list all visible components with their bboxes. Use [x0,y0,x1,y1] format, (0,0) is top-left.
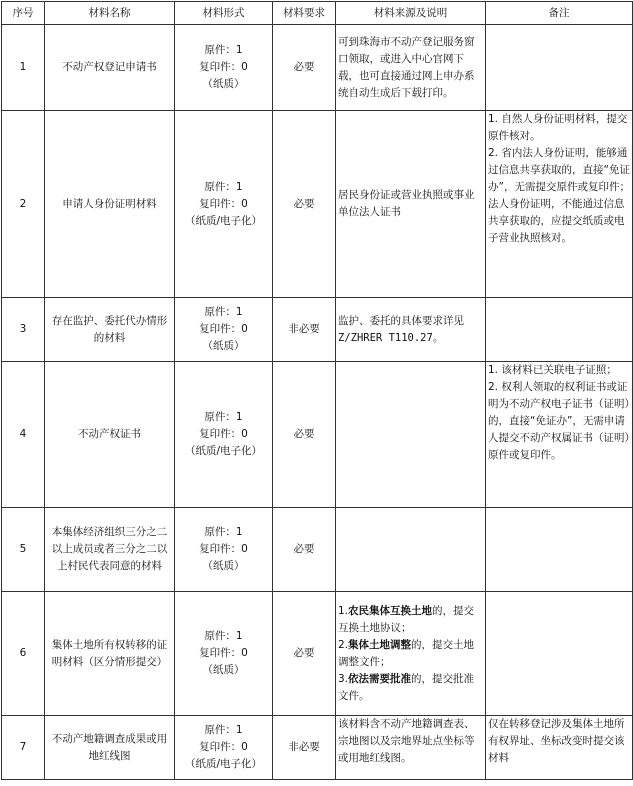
header-no: 序号 [2,2,45,25]
standard-code: Z/ZHRER T110.27。 [338,331,444,344]
original-count: 原件：1 [204,630,243,642]
source-description [336,592,486,716]
source-description: 居民身份证或营业执照或事业单位法人证书 [336,111,486,298]
requirement: 非必要 [273,298,336,362]
copy-count: 复印件：0 [199,543,248,555]
original-count: 原件：1 [204,306,243,318]
requirement: 必要 [273,25,336,111]
copy-count: 复印件：0 [199,323,248,335]
requirement: 必要 [273,592,336,716]
header-row [2,2,633,25]
material-form [175,508,273,592]
note [486,508,633,592]
source-item [338,603,483,637]
item-number: 1. [338,604,349,617]
medium: （纸质） [202,664,245,676]
copy-count: 复印件：0 [199,428,248,440]
material-name: 申请人身份证明材料 [45,111,175,298]
material-name: 不动产权登记申请书 [45,25,175,111]
material-form [175,111,273,298]
row-number: 1 [2,25,45,111]
header-form: 材料形式 [175,2,273,25]
original-count: 原件：1 [204,44,243,56]
original-count: 原件：1 [204,724,243,736]
table-row [2,716,633,780]
source-description: 可到珠海市不动产登记服务窗口领取，或进入中心官网下载，也可直接通过网上申办系统自动生成后下载打印。 [336,25,486,111]
source-description [336,508,486,592]
header-source: 材料来源及说明 [336,2,486,25]
table-row [2,362,633,508]
note: 1. 自然人身份证明材料，提交原件核对。 2. 省内法人身份证明，能够通过信息共享获取的，直接“免证办”，无需提交原件或复印件；法人身份证明，不能通过信息共享获取的，应提交纸质或电子营业执照核对。 [486,111,633,298]
note [486,592,633,716]
item-requirement: 的，提交土地调整文件； [338,638,475,668]
material-name: 不动产地籍调查成果或用地红线图 [45,716,175,780]
table-row [2,298,633,362]
header-requirement: 材料要求 [273,2,336,25]
copy-count: 复印件：0 [199,647,248,659]
note [486,298,633,362]
medium: （纸质） [202,340,245,352]
material-name: 集体土地所有权转移的证明材料（区分情形提交） [45,592,175,716]
copy-count: 复印件：0 [199,61,248,73]
requirement: 非必要 [273,716,336,780]
table-row [2,25,633,111]
material-form [175,592,273,716]
requirement: 必要 [273,362,336,508]
item-requirement: 的，提交批准文件。 [338,672,475,702]
source-item [338,671,483,705]
source-description [336,298,486,362]
row-number: 3 [2,298,45,362]
medium: （纸质/电子化） [184,445,263,457]
note [486,25,633,111]
note: 1. 该材料已关联电子证照； 2. 权利人领取的权利证书或证明为不动产权电子证书（证明）的，直接“免证办”，无需申请人提交不动产权属证书（证明）原件或复印件。 [486,362,633,508]
medium: （纸质/电子化） [184,758,263,770]
copy-count: 复印件：0 [199,197,248,210]
original-count: 原件：1 [204,526,243,538]
row-number: 5 [2,508,45,592]
medium: （纸质） [202,78,245,90]
header-name: 材料名称 [45,2,175,25]
item-condition: 集体土地调整 [348,638,412,651]
row-number: 4 [2,362,45,508]
requirement: 必要 [273,508,336,592]
row-number: 2 [2,111,45,298]
medium: （纸质/电子化） [184,214,263,227]
header-note: 备注 [486,2,633,25]
source-item [338,637,483,671]
original-count: 原件：1 [204,180,243,193]
source-description [336,362,486,508]
material-form [175,716,273,780]
item-condition: 农民集体互换土地 [348,604,433,617]
copy-count: 复印件：0 [199,741,248,753]
item-condition: 依法需要批准 [348,672,412,685]
row-number: 7 [2,716,45,780]
row-number: 6 [2,592,45,716]
item-requirement: 的，提交互换土地协议； [338,604,475,634]
item-number: 3. [338,672,349,685]
material-name: 存在监护、委托代办情形的材料 [45,298,175,362]
medium: （纸质） [202,560,245,572]
material-form [175,362,273,508]
material-name: 不动产权证书 [45,362,175,508]
material-form [175,298,273,362]
table-row [2,592,633,716]
note: 仅在转移登记涉及集体土地所有权界址、坐标改变时提交该材料 [486,716,633,780]
table-row [2,508,633,592]
material-name: 本集体经济组织三分之二以上成员或者三分之二以上村民代表同意的材料 [45,508,175,592]
source-description: 该材料含不动产地籍调查表、宗地图以及宗地界址点坐标等或用地红线图。 [336,716,486,780]
requirement: 必要 [273,111,336,298]
materials-table [1,1,633,780]
item-number: 2. [338,638,349,651]
source-text: 监护、委托的具体要求详见 [338,314,464,327]
original-count: 原件：1 [204,411,243,423]
table-row [2,111,633,298]
material-form [175,25,273,111]
